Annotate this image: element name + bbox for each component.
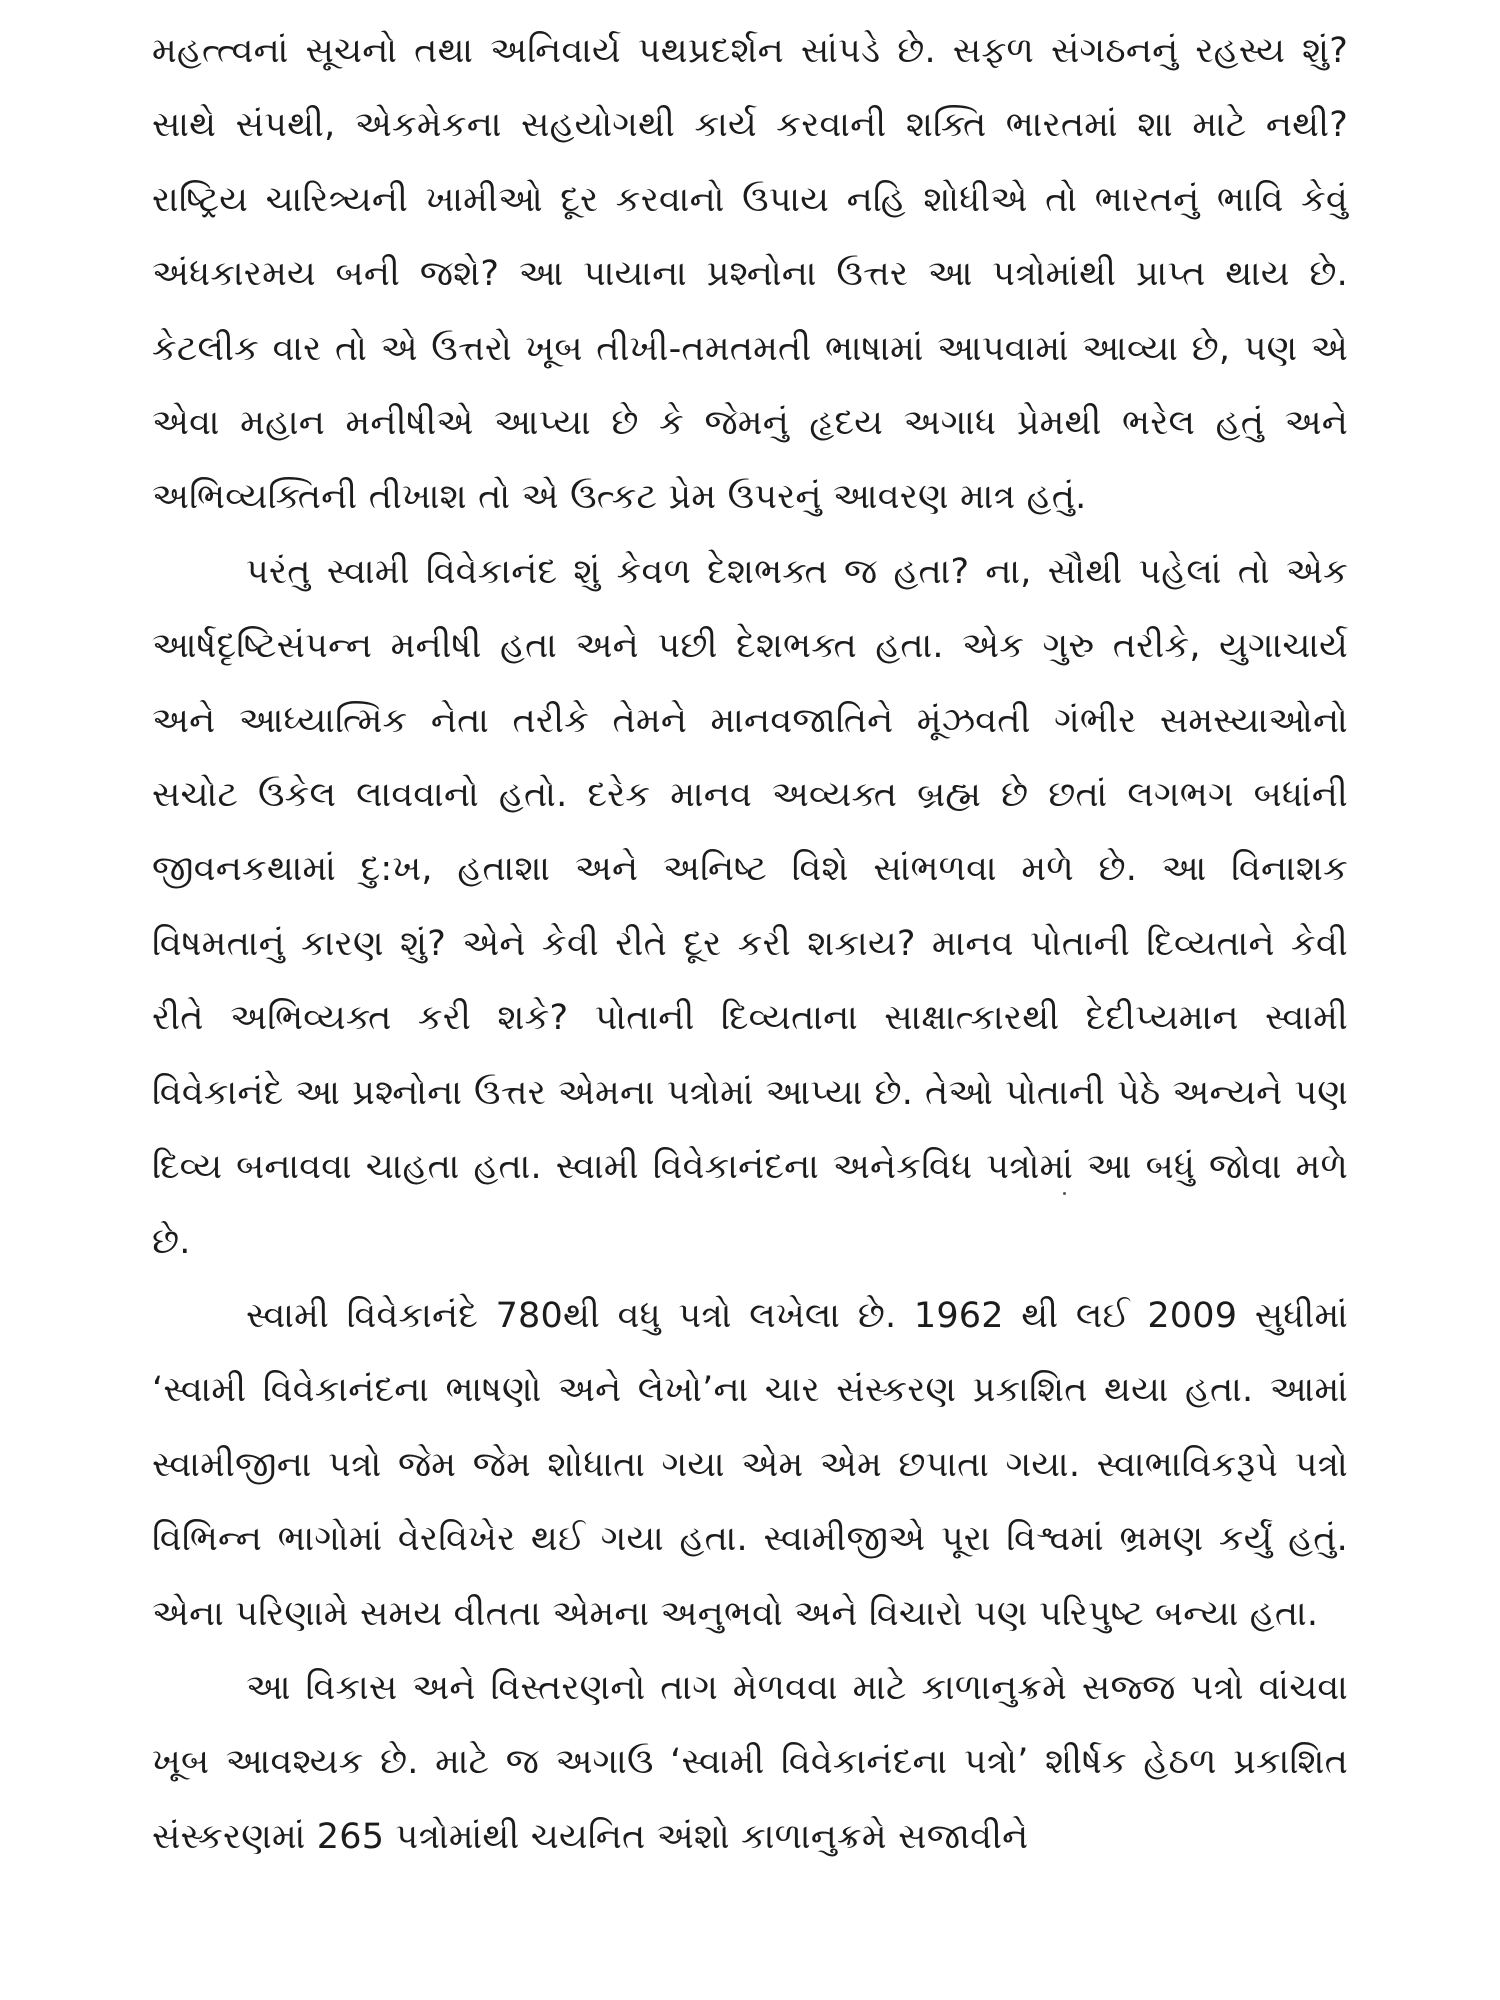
paragraph-vivekananda-seer: પરંતુ સ્વામી વિવેકાનંદ શું કેવળ દેશભક્ત જ હતા? ના, સૌથી પહેલાં તો એક આર્ષદૃષ્ટિસંપન્ન મનીષી હતા અને પછી દેશભક્ત હતા. એક ગુરુ તરીકે, યુગાચાર્ય અને આધ્યાત્મિક નેતા તરીકે તેમને માનવજાતિને મૂંઝવતી ગંભીર સમસ્યાઓનો સચોટ ઉકેલ લાવવાનો હતો. દરેક માનવ અવ્યક્ત બ્રહ્મ છે છતાં લગભગ બધાંની જીવનકથામાં દુ:ખ, હતાશા અને અનિષ્ટ વિશે સાંભળવા મળે છે. આ વિનાશક વિષમતાનું કારણ શું? એને કેવી રીતે દૂર કરી શકાય? માનવ પોતાની દિવ્યતાને કેવી રીતે અભિવ્યક્ત કરી શકે? પોતાની દિવ્યતાના સાક્ષાત્કારથી દેદીપ્યમાન સ્વામી વિવેકાનંદે આ પ્રશ્નોના ઉત્તર એમના પત્રોમાં આપ્યા છે. તેઓ પોતાની પેઠે અન્યને પણ દિવ્ય બનાવવા ચાહતા હતા. સ્વામી વિવેકાનંદના અનેકવિધ પત્રોમાં આ બધું જોવા મળે છે. (152, 551, 1348, 1262)
paragraph-chronological-order: આ વિકાસ અને વિસ્તરણનો તાગ મેળવવા માટે કાળાનુક્રમે સજ્જ પત્રો વાંચવા ખૂબ આવશ્યક છે. માટે જ અગાઉ ‘સ્વામી વિવેકાનંદના પત્રો’ શીર્ષક હેઠળ પ્રકાશિત સંસ્કરણમાં 265 પત્રોમાંથી ચયનિત અંશો કાળાનુક્રમે સજાવીને (152, 1667, 1348, 1857)
paragraph-letters-count: સ્વામી વિવેકાનંદે 780થી વધુ પત્રો લખેલા છે. 1962 થી લઈ 2009 સુધીમાં ‘સ્વામી વિવેકાનંદના ભાષણો અને લેખો’ના ચાર સંસ્કરણ પ્રકાશિત થયા હતા. આમાં સ્વામીજીના પત્રો જેમ જેમ શોધાતા ગયા એમ એમ છપાતા ગયા. સ્વાભાવિકરૂપે પત્રો વિભિન્ન ભાગોમાં વેરવિખેર થઈ ગયા હતા. સ્વામીજીએ પૂરા વિશ્વમાં ભ્રમણ કર્યું હતું. એના પરિણામે સમય વીતતા એમના અનુભવો અને વિચારો પણ પરિપુષ્ટ બન્યા હતા. (152, 1295, 1348, 1634)
paragraph-continuation: મહત્ત્વનાં સૂચનો તથા અનિવાર્ય પથપ્રદર્શન સાંપડે છે. સફળ સંગઠનનું રહસ્ય શું? સાથે સંપથી, એકમેકના સહયોગથી કાર્ય કરવાની શક્તિ ભારતમાં શા માટે નથી? રાષ્ટ્રિય ચારિત્ર્યની ખામીઓ દૂર કરવાનો ઉપાય નહિ શોધીએ તો ભારતનું ભાવિ કેવું અંધકારમય બની જશે? આ પાયાના પ્રશ્નોના ઉત્તર આ પત્રોમાંથી પ્રાપ્ત થાય છે. કેટલીક વાર તો એ ઉત્તરો ખૂબ તીખી-તમતમતી ભાષામાં આપવામાં આવ્યા છે, પણ એ એવા મહાન મનીષીએ આપ્યા છે કે જેમનું હૃદય અગાધ પ્રેમથી ભરેલ હતું અને અભિવ્યક્તિની તીખાશ તો એ ઉત્કટ પ્રેમ ઉપરનું આવરણ માત્ર હતું. (152, 31, 1348, 518)
body-text (152, 14, 1348, 1874)
scan-speck (1063, 1192, 1066, 1195)
